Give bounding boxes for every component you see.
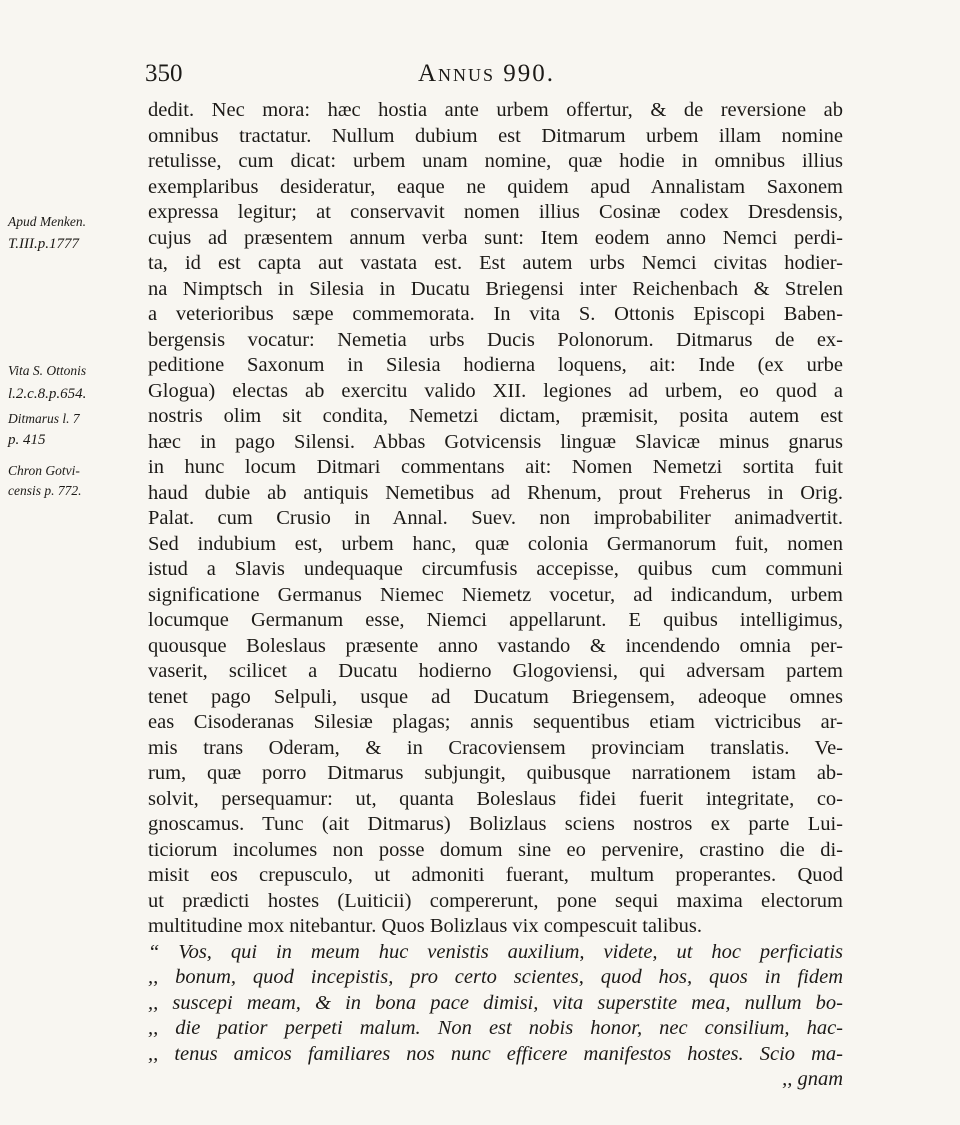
text-line: istud a Slavis undequaque circumfusis accepisse, quibus cum communi <box>148 558 843 580</box>
margin-note-book-chapter: l.2.c.8.p.654. <box>8 386 87 402</box>
quote-line: “ Vos, qui in meum huc venistis auxilium, videte, ut hoc perficiatis <box>148 940 843 963</box>
page-number: 350 <box>145 60 183 87</box>
text-line: ticiorum incolumes non posse domum sine eo pervenire, crastino die di- <box>148 838 843 861</box>
quote-line: ,, die patior perpeti malum. Non est nobis honor, nec consilium, hac- <box>148 1017 843 1039</box>
margin-note-apud-menken: Apud Menken. <box>8 214 86 229</box>
text-line: peditione Saxonum in Silesia hodierna loquens, ait: Inde (ex urbe <box>148 354 843 376</box>
text-line: dedit. Nec mora: hæc hostia ante urbem offertur, & de reversione ab <box>148 99 843 121</box>
text-line: retulisse, cum dicat: urbem unam nomine, quæ hodie in omnibus illius <box>148 150 843 172</box>
running-head: Annus 990. <box>418 60 556 87</box>
text-line: tenet pago Selpuli, usque ad Ducatum Briegensem, adeoque omnes <box>148 685 843 708</box>
text-line: expressa legitur; at conservavit nomen illius Cosinæ codex Dresdensis, <box>148 201 843 223</box>
text-line: nostris olim sit condita, Nemetzi dictam, præmisit, posita autem est <box>148 405 843 427</box>
margin-note-ditmarus-page: p. 415 <box>8 432 46 448</box>
text-line: ut prædicti hostes (Luiticii) compererunt, pone sequi maxima electorum <box>148 889 843 912</box>
text-line: multitudine mox nitebantur. Quos Bolizlaus vix compescuit talibus. <box>148 915 703 937</box>
margin-note-ditmarus: Ditmarus l. 7 <box>8 411 80 426</box>
text-line: bergensis vocatur: Nemetia urbs Ducis Polonorum. Ditmarus de ex- <box>148 328 843 351</box>
text-line: quousque Boleslaus præsente anno vastando & incendendo omnia per- <box>148 634 843 657</box>
text-line: eas Cisoderanas Silesiæ plagas; annis sequentibus etiam victricibus ar- <box>148 711 843 733</box>
text-line: significatione Germanus Niemec Niemetz vocetur, ad indicandum, urbem <box>148 583 843 606</box>
text-line: haud dubie ab antiquis Nemetibus ad Rhenum, prout Freherus in Orig. <box>148 481 843 504</box>
text-line: vaserit, scilicet a Ducatu hodierno Glogoviensi, qui adversam partem <box>148 660 843 682</box>
body-text <box>148 98 843 1093</box>
text-line: cujus ad præsentem annum verba sunt: Item eodem anno Nemci perdi- <box>148 226 843 249</box>
quote-line: ,, suscepi meam, & in bona pace dimisi, vita superstite mea, nullum bo- <box>148 991 843 1014</box>
text-line: misit eos crepusculo, ut admoniti fuerant, multum properantes. Quod <box>148 864 843 886</box>
margin-note-vita-ottonis: Vita S. Ottonis <box>8 363 87 378</box>
text-line: Glogua) electas ab exercitu valido XII. legiones ad urbem, eo quod a <box>148 379 843 402</box>
page-header <box>0 60 960 96</box>
margin-note-volume-page: T.III.p.1777 <box>8 236 79 252</box>
text-line: ta, id est capta aut vastata est. Est autem urbs Nemci civitas hodier- <box>148 252 843 274</box>
text-line: Palat. cum Crusio in Annal. Suev. non improbabiliter animadvertit. <box>148 507 843 529</box>
text-line: locumque Germanum esse, Niemci appellarunt. E quibus intelligimus, <box>148 609 843 631</box>
text-line: omnibus tractatur. Nullum dubium est Ditmarum urbem illam nomine <box>148 124 843 147</box>
text-line: na Nimptsch in Silesia in Ducatu Briegensi inter Reichenbach & Strelen <box>148 277 843 300</box>
text-line: mis trans Oderam, & in Cracoviensem provinciam translatis. Ve- <box>148 736 843 759</box>
text-line: solvit, persequamur: ut, quanta Boleslaus fidei fuerit integritate, co- <box>148 787 843 810</box>
text-line: a veterioribus sæpe commemorata. In vita S. Ottonis Episcopi Baben- <box>148 303 843 325</box>
text-line: exemplaribus desideratur, eaque ne quidem apud Annalistam Saxonem <box>148 175 843 198</box>
text-line: hæc in pago Silensi. Abbas Gotvicensis linguæ Slavicæ minus gnarus <box>148 430 843 453</box>
text-line: rum, quæ porro Ditmarus subjungit, quibusque narrationem istam ab- <box>148 762 843 784</box>
margin-note-chron-page: censis p. 772. <box>8 483 82 498</box>
margin-note-chron-gotvi: Chron Gotvi- <box>8 463 80 478</box>
quote-line: ,, bonum, quod incepistis, pro certo scientes, quod hos, quos in fidem <box>148 966 843 988</box>
quote-line: ,, tenus amicos familiares nos nunc efficere manifestos hostes. Scio ma- <box>148 1042 843 1065</box>
text-line: in hunc locum Ditmari commentans ait: Nomen Nemetzi sortita fuit <box>148 456 843 478</box>
text-line: Sed indubium est, urbem hanc, quæ colonia Germanorum fuit, nomen <box>148 532 843 555</box>
text-line: gnoscamus. Tunc (ait Ditmarus) Bolizlaus sciens nostros ex parte Lui- <box>148 813 843 835</box>
catchword: ,, gnam <box>782 1068 843 1090</box>
